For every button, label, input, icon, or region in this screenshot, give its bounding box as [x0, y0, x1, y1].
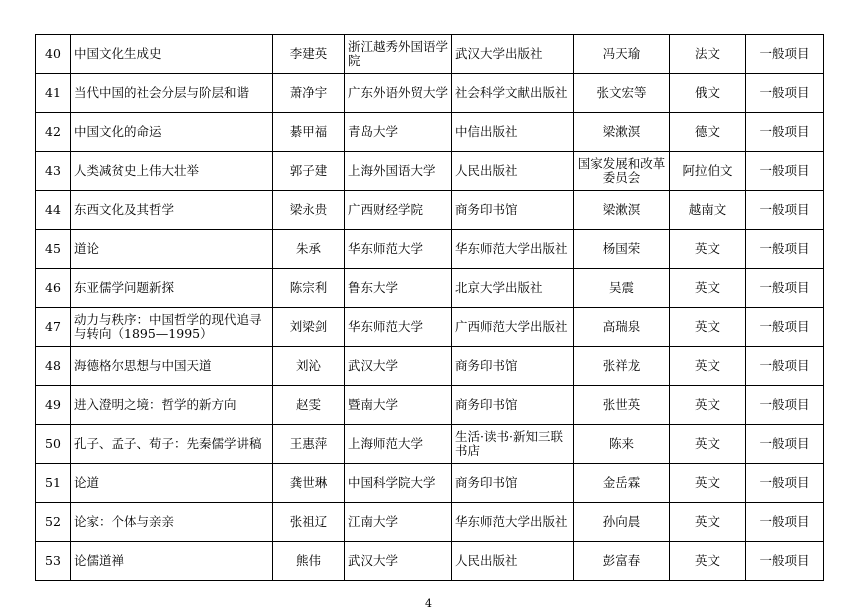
project-type-cell: 一般项目 [746, 113, 824, 152]
row-number-cell: 47 [36, 308, 71, 347]
project-type-cell: 一般项目 [746, 152, 824, 191]
table-row [36, 269, 824, 308]
project-type-cell: 一般项目 [746, 464, 824, 503]
target-language-cell: 英文 [670, 386, 746, 425]
original-author-cell: 孙向晨 [574, 503, 670, 542]
applicant-unit-cell: 暨南大学 [345, 386, 452, 425]
target-language-cell: 英文 [670, 464, 746, 503]
row-number-cell: 43 [36, 152, 71, 191]
applicant-unit-cell: 广东外语外贸大学 [345, 74, 452, 113]
publisher-cell: 商务印书馆 [452, 191, 574, 230]
row-number-cell: 49 [36, 386, 71, 425]
project-type-cell: 一般项目 [746, 191, 824, 230]
applicant-name-cell: 陈宗利 [273, 269, 345, 308]
book-title-cell: 动力与秩序：中国哲学的现代追寻与转向（1895—1995） [71, 308, 273, 347]
publisher-cell: 商务印书馆 [452, 464, 574, 503]
original-author-cell: 张世英 [574, 386, 670, 425]
original-author-cell: 梁漱溟 [574, 113, 670, 152]
table-row [36, 191, 824, 230]
row-number-cell: 45 [36, 230, 71, 269]
applicant-unit-cell: 上海师范大学 [345, 425, 452, 464]
table-row [36, 347, 824, 386]
book-title-cell: 人类减贫史上伟大壮举 [71, 152, 273, 191]
project-type-cell: 一般项目 [746, 308, 824, 347]
original-author-cell: 金岳霖 [574, 464, 670, 503]
target-language-cell: 英文 [670, 230, 746, 269]
row-number-cell: 44 [36, 191, 71, 230]
original-author-cell: 张祥龙 [574, 347, 670, 386]
table-body [36, 35, 824, 581]
target-language-cell: 德文 [670, 113, 746, 152]
book-title-cell: 当代中国的社会分层与阶层和谐 [71, 74, 273, 113]
applicant-name-cell: 张祖辽 [273, 503, 345, 542]
publisher-cell: 商务印书馆 [452, 386, 574, 425]
publisher-cell: 中信出版社 [452, 113, 574, 152]
project-table [35, 34, 824, 581]
applicant-unit-cell: 中国科学院大学 [345, 464, 452, 503]
table-row [36, 464, 824, 503]
applicant-unit-cell: 青岛大学 [345, 113, 452, 152]
target-language-cell: 英文 [670, 503, 746, 542]
table-row [36, 308, 824, 347]
original-author-cell: 国家发展和改革委员会 [574, 152, 670, 191]
target-language-cell: 阿拉伯文 [670, 152, 746, 191]
applicant-name-cell: 郭子建 [273, 152, 345, 191]
project-type-cell: 一般项目 [746, 425, 824, 464]
book-title-cell: 中国文化生成史 [71, 35, 273, 74]
target-language-cell: 法文 [670, 35, 746, 74]
row-number-cell: 51 [36, 464, 71, 503]
publisher-cell: 社会科学文献出版社 [452, 74, 574, 113]
applicant-unit-cell: 浙江越秀外国语学院 [345, 35, 452, 74]
original-author-cell: 彭富春 [574, 542, 670, 581]
publisher-cell: 北京大学出版社 [452, 269, 574, 308]
publisher-cell: 人民出版社 [452, 542, 574, 581]
publisher-cell: 生活·读书·新知三联书店 [452, 425, 574, 464]
applicant-unit-cell: 武汉大学 [345, 542, 452, 581]
applicant-unit-cell: 广西财经学院 [345, 191, 452, 230]
original-author-cell: 陈来 [574, 425, 670, 464]
table-row [36, 35, 824, 74]
page-number: 4 [425, 597, 432, 610]
applicant-name-cell: 龚世琳 [273, 464, 345, 503]
original-author-cell: 高瑞泉 [574, 308, 670, 347]
original-author-cell: 吴震 [574, 269, 670, 308]
publisher-cell: 广西师范大学出版社 [452, 308, 574, 347]
table-row [36, 152, 824, 191]
target-language-cell: 英文 [670, 347, 746, 386]
row-number-cell: 46 [36, 269, 71, 308]
row-number-cell: 41 [36, 74, 71, 113]
applicant-name-cell: 刘梁剑 [273, 308, 345, 347]
target-language-cell: 越南文 [670, 191, 746, 230]
original-author-cell: 冯天瑜 [574, 35, 670, 74]
project-type-cell: 一般项目 [746, 230, 824, 269]
applicant-unit-cell: 鲁东大学 [345, 269, 452, 308]
publisher-cell: 武汉大学出版社 [452, 35, 574, 74]
original-author-cell: 杨国荣 [574, 230, 670, 269]
book-title-cell: 东西文化及其哲学 [71, 191, 273, 230]
book-title-cell: 论家：个体与亲亲 [71, 503, 273, 542]
applicant-unit-cell: 华东师范大学 [345, 308, 452, 347]
publisher-cell: 华东师范大学出版社 [452, 503, 574, 542]
project-type-cell: 一般项目 [746, 347, 824, 386]
table-row [36, 503, 824, 542]
applicant-unit-cell: 华东师范大学 [345, 230, 452, 269]
project-type-cell: 一般项目 [746, 74, 824, 113]
table-row [36, 425, 824, 464]
original-author-cell: 张文宏等 [574, 74, 670, 113]
applicant-unit-cell: 上海外国语大学 [345, 152, 452, 191]
target-language-cell: 英文 [670, 269, 746, 308]
row-number-cell: 52 [36, 503, 71, 542]
project-type-cell: 一般项目 [746, 269, 824, 308]
publisher-cell: 华东师范大学出版社 [452, 230, 574, 269]
applicant-name-cell: 王惠萍 [273, 425, 345, 464]
applicant-name-cell: 熊伟 [273, 542, 345, 581]
publisher-cell: 人民出版社 [452, 152, 574, 191]
applicant-name-cell: 刘沁 [273, 347, 345, 386]
project-type-cell: 一般项目 [746, 542, 824, 581]
book-title-cell: 东亚儒学问题新探 [71, 269, 273, 308]
row-number-cell: 50 [36, 425, 71, 464]
target-language-cell: 英文 [670, 308, 746, 347]
row-number-cell: 40 [36, 35, 71, 74]
publisher-cell: 商务印书馆 [452, 347, 574, 386]
applicant-name-cell: 綦甲福 [273, 113, 345, 152]
book-title-cell: 海德格尔思想与中国天道 [71, 347, 273, 386]
target-language-cell: 英文 [670, 425, 746, 464]
applicant-name-cell: 萧净宇 [273, 74, 345, 113]
table-row [36, 230, 824, 269]
book-title-cell: 孔子、孟子、荀子：先秦儒学讲稿 [71, 425, 273, 464]
row-number-cell: 53 [36, 542, 71, 581]
row-number-cell: 48 [36, 347, 71, 386]
project-type-cell: 一般项目 [746, 35, 824, 74]
applicant-unit-cell: 江南大学 [345, 503, 452, 542]
table-row [36, 113, 824, 152]
book-title-cell: 中国文化的命运 [71, 113, 273, 152]
original-author-cell: 梁漱溟 [574, 191, 670, 230]
project-type-cell: 一般项目 [746, 503, 824, 542]
project-type-cell: 一般项目 [746, 386, 824, 425]
table-row [36, 386, 824, 425]
table-row [36, 542, 824, 581]
applicant-name-cell: 李建英 [273, 35, 345, 74]
book-title-cell: 论儒道禅 [71, 542, 273, 581]
target-language-cell: 俄文 [670, 74, 746, 113]
applicant-name-cell: 赵雯 [273, 386, 345, 425]
applicant-name-cell: 梁永贵 [273, 191, 345, 230]
applicant-name-cell: 朱承 [273, 230, 345, 269]
book-title-cell: 道论 [71, 230, 273, 269]
book-title-cell: 论道 [71, 464, 273, 503]
table-row [36, 74, 824, 113]
target-language-cell: 英文 [670, 542, 746, 581]
row-number-cell: 42 [36, 113, 71, 152]
book-title-cell: 进入澄明之境：哲学的新方向 [71, 386, 273, 425]
applicant-unit-cell: 武汉大学 [345, 347, 452, 386]
